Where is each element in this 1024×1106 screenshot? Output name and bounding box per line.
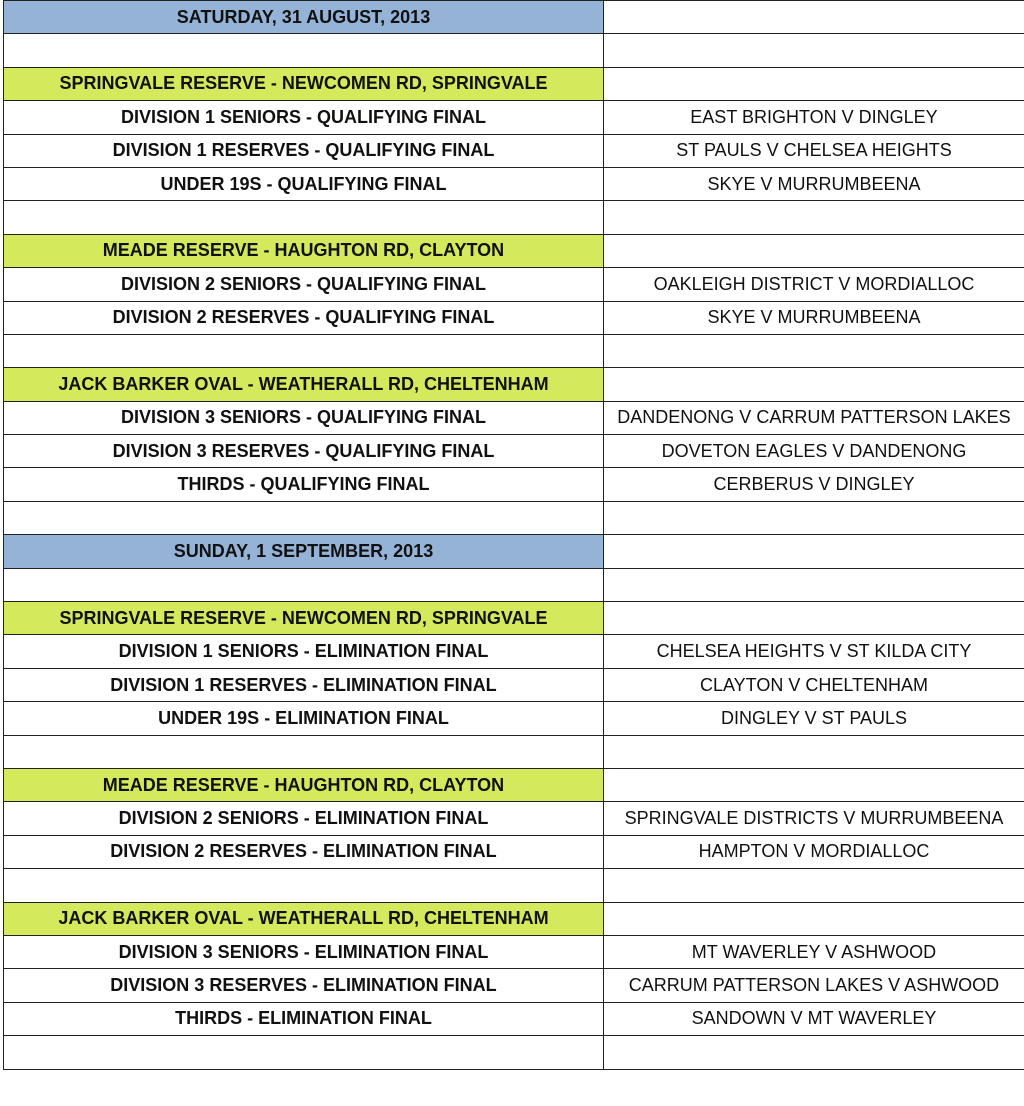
game-match: SPRINGVALE DISTRICTS V MURRUMBEENA: [604, 802, 1024, 835]
date-row: [4, 535, 1024, 568]
empty-cell: [604, 234, 1024, 267]
game-row: [4, 1002, 1024, 1035]
empty-cell: [604, 535, 1024, 568]
game-row: [4, 167, 1024, 200]
game-event: DIVISION 3 RESERVES - QUALIFYING FINAL: [4, 435, 604, 468]
date-header: SATURDAY, 31 AUGUST, 2013: [4, 1, 604, 34]
spacer-row: [4, 334, 1024, 367]
game-match: OAKLEIGH DISTRICT V MORDIALLOC: [604, 268, 1024, 301]
venue-header: SPRINGVALE RESERVE - NEWCOMEN RD, SPRINGVALE: [4, 67, 604, 100]
venue-row: [4, 234, 1024, 267]
game-match: SANDOWN V MT WAVERLEY: [604, 1002, 1024, 1035]
game-match: CHELSEA HEIGHTS V ST KILDA CITY: [604, 635, 1024, 668]
game-row: [4, 401, 1024, 434]
spacer-row: [4, 34, 1024, 67]
venue-header: SPRINGVALE RESERVE - NEWCOMEN RD, SPRINGVALE: [4, 602, 604, 635]
empty-cell: [604, 768, 1024, 801]
game-match: DOVETON EAGLES V DANDENONG: [604, 435, 1024, 468]
game-event: UNDER 19S - ELIMINATION FINAL: [4, 702, 604, 735]
venue-row: [4, 67, 1024, 100]
empty-cell: [604, 1, 1024, 34]
game-row: [4, 835, 1024, 868]
game-row: [4, 802, 1024, 835]
venue-row: [4, 602, 1024, 635]
game-match: DINGLEY V ST PAULS: [604, 702, 1024, 735]
finals-schedule-table: [3, 0, 1024, 1070]
game-event: DIVISION 1 SENIORS - QUALIFYING FINAL: [4, 101, 604, 134]
game-match: CLAYTON V CHELTENHAM: [604, 668, 1024, 701]
game-row: [4, 435, 1024, 468]
game-match: CERBERUS V DINGLEY: [604, 468, 1024, 501]
venue-row: [4, 768, 1024, 801]
empty-cell: [604, 67, 1024, 100]
game-row: [4, 668, 1024, 701]
spacer-row: [4, 201, 1024, 234]
game-row: [4, 301, 1024, 334]
spacer-row: [4, 735, 1024, 768]
game-event: DIVISION 3 RESERVES - ELIMINATION FINAL: [4, 969, 604, 1002]
venue-header: MEADE RESERVE - HAUGHTON RD, CLAYTON: [4, 768, 604, 801]
venue-row: [4, 368, 1024, 401]
game-row: [4, 635, 1024, 668]
game-event: THIRDS - ELIMINATION FINAL: [4, 1002, 604, 1035]
game-row: [4, 702, 1024, 735]
game-event: DIVISION 2 RESERVES - QUALIFYING FINAL: [4, 301, 604, 334]
game-event: THIRDS - QUALIFYING FINAL: [4, 468, 604, 501]
game-row: [4, 134, 1024, 167]
game-match: DANDENONG V CARRUM PATTERSON LAKES: [604, 401, 1024, 434]
venue-header: JACK BARKER OVAL - WEATHERALL RD, CHELTENHAM: [4, 902, 604, 935]
game-match: MT WAVERLEY V ASHWOOD: [604, 935, 1024, 968]
game-match: HAMPTON V MORDIALLOC: [604, 835, 1024, 868]
game-row: [4, 969, 1024, 1002]
spacer-row: [4, 1036, 1024, 1069]
venue-header: JACK BARKER OVAL - WEATHERALL RD, CHELTENHAM: [4, 368, 604, 401]
empty-cell: [604, 602, 1024, 635]
game-row: [4, 935, 1024, 968]
game-event: DIVISION 1 RESERVES - QUALIFYING FINAL: [4, 134, 604, 167]
game-event: UNDER 19S - QUALIFYING FINAL: [4, 167, 604, 200]
empty-cell: [604, 902, 1024, 935]
game-row: [4, 268, 1024, 301]
game-event: DIVISION 2 SENIORS - ELIMINATION FINAL: [4, 802, 604, 835]
game-event: DIVISION 2 SENIORS - QUALIFYING FINAL: [4, 268, 604, 301]
empty-cell: [604, 368, 1024, 401]
spacer-row: [4, 568, 1024, 601]
game-event: DIVISION 1 RESERVES - ELIMINATION FINAL: [4, 668, 604, 701]
game-row: [4, 468, 1024, 501]
game-match: EAST BRIGHTON V DINGLEY: [604, 101, 1024, 134]
spacer-row: [4, 869, 1024, 902]
venue-header: MEADE RESERVE - HAUGHTON RD, CLAYTON: [4, 234, 604, 267]
game-row: [4, 101, 1024, 134]
game-event: DIVISION 3 SENIORS - ELIMINATION FINAL: [4, 935, 604, 968]
date-header: SUNDAY, 1 SEPTEMBER, 2013: [4, 535, 604, 568]
game-match: CARRUM PATTERSON LAKES V ASHWOOD: [604, 969, 1024, 1002]
game-match: ST PAULS V CHELSEA HEIGHTS: [604, 134, 1024, 167]
game-match: SKYE V MURRUMBEENA: [604, 301, 1024, 334]
game-event: DIVISION 1 SENIORS - ELIMINATION FINAL: [4, 635, 604, 668]
venue-row: [4, 902, 1024, 935]
game-event: DIVISION 3 SENIORS - QUALIFYING FINAL: [4, 401, 604, 434]
game-event: DIVISION 2 RESERVES - ELIMINATION FINAL: [4, 835, 604, 868]
game-match: SKYE V MURRUMBEENA: [604, 167, 1024, 200]
spacer-row: [4, 501, 1024, 534]
date-row: [4, 1, 1024, 34]
